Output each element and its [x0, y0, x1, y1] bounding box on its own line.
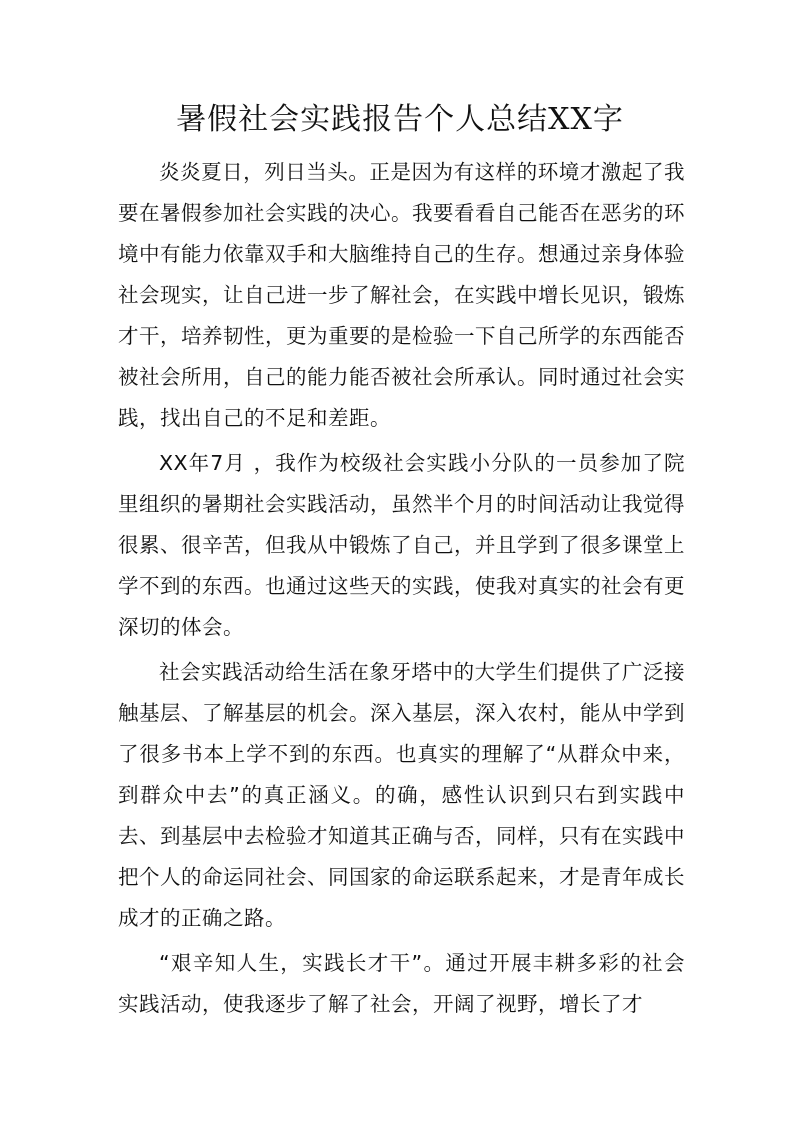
paragraph-3: 社会实践活动给生活在象牙塔中的大学生们提供了广泛接触基层、了解基层的机会。深入基层，深入农村，能从中学到了很多书本上学不到的东西。也真实的理解了“从群众中来，到群众中去”的真正涵义。的确，感性认识到只右到实践中去、到基层中去检验才知道其正确与否，同样，只有在实践中把个人的命运同社会、同国家的命运联系起来，才是青年成长成才的正确之路。 — [118, 660, 685, 930]
paragraph-4: “艰辛知人生，实践长才干”。通过开展丰耕多彩的社会实践活动，使我逐步了解了社会，开阔了视野，增长了才 — [118, 951, 685, 1016]
paragraph-2: XX年7月 ，我作为校级社会实践小分队的一员参加了院里组织的暑期社会实践活动，虽然半个月的时间活动让我觉得很累、很辛苦，但我从中锻炼了自己，并且学到了很多课堂上学不到的东西。也通过这些天的实践，使我对真实的社会有更深切的体会。 — [118, 451, 685, 639]
document-title: 暑假社会实践报告个人总结XX字 — [176, 102, 624, 137]
paragraph-1: 炎炎夏日，列日当头。正是因为有这样的环境才激起了我要在暑假参加社会实践的决心。我要看看自己能否在恶劣的环境中有能力依靠双手和大脑维持自己的生存。想通过亲身体验社会现实，让自己进一步了解社会，在实践中增长见识，锻炼才干，培养韧性，更为重要的是检验一下自己所学的东西能否被社会所用，自己的能力能否被社会所承认。同时通过社会实践，找出自己的不足和差距。 — [118, 160, 685, 430]
document-body — [118, 152, 685, 1029]
